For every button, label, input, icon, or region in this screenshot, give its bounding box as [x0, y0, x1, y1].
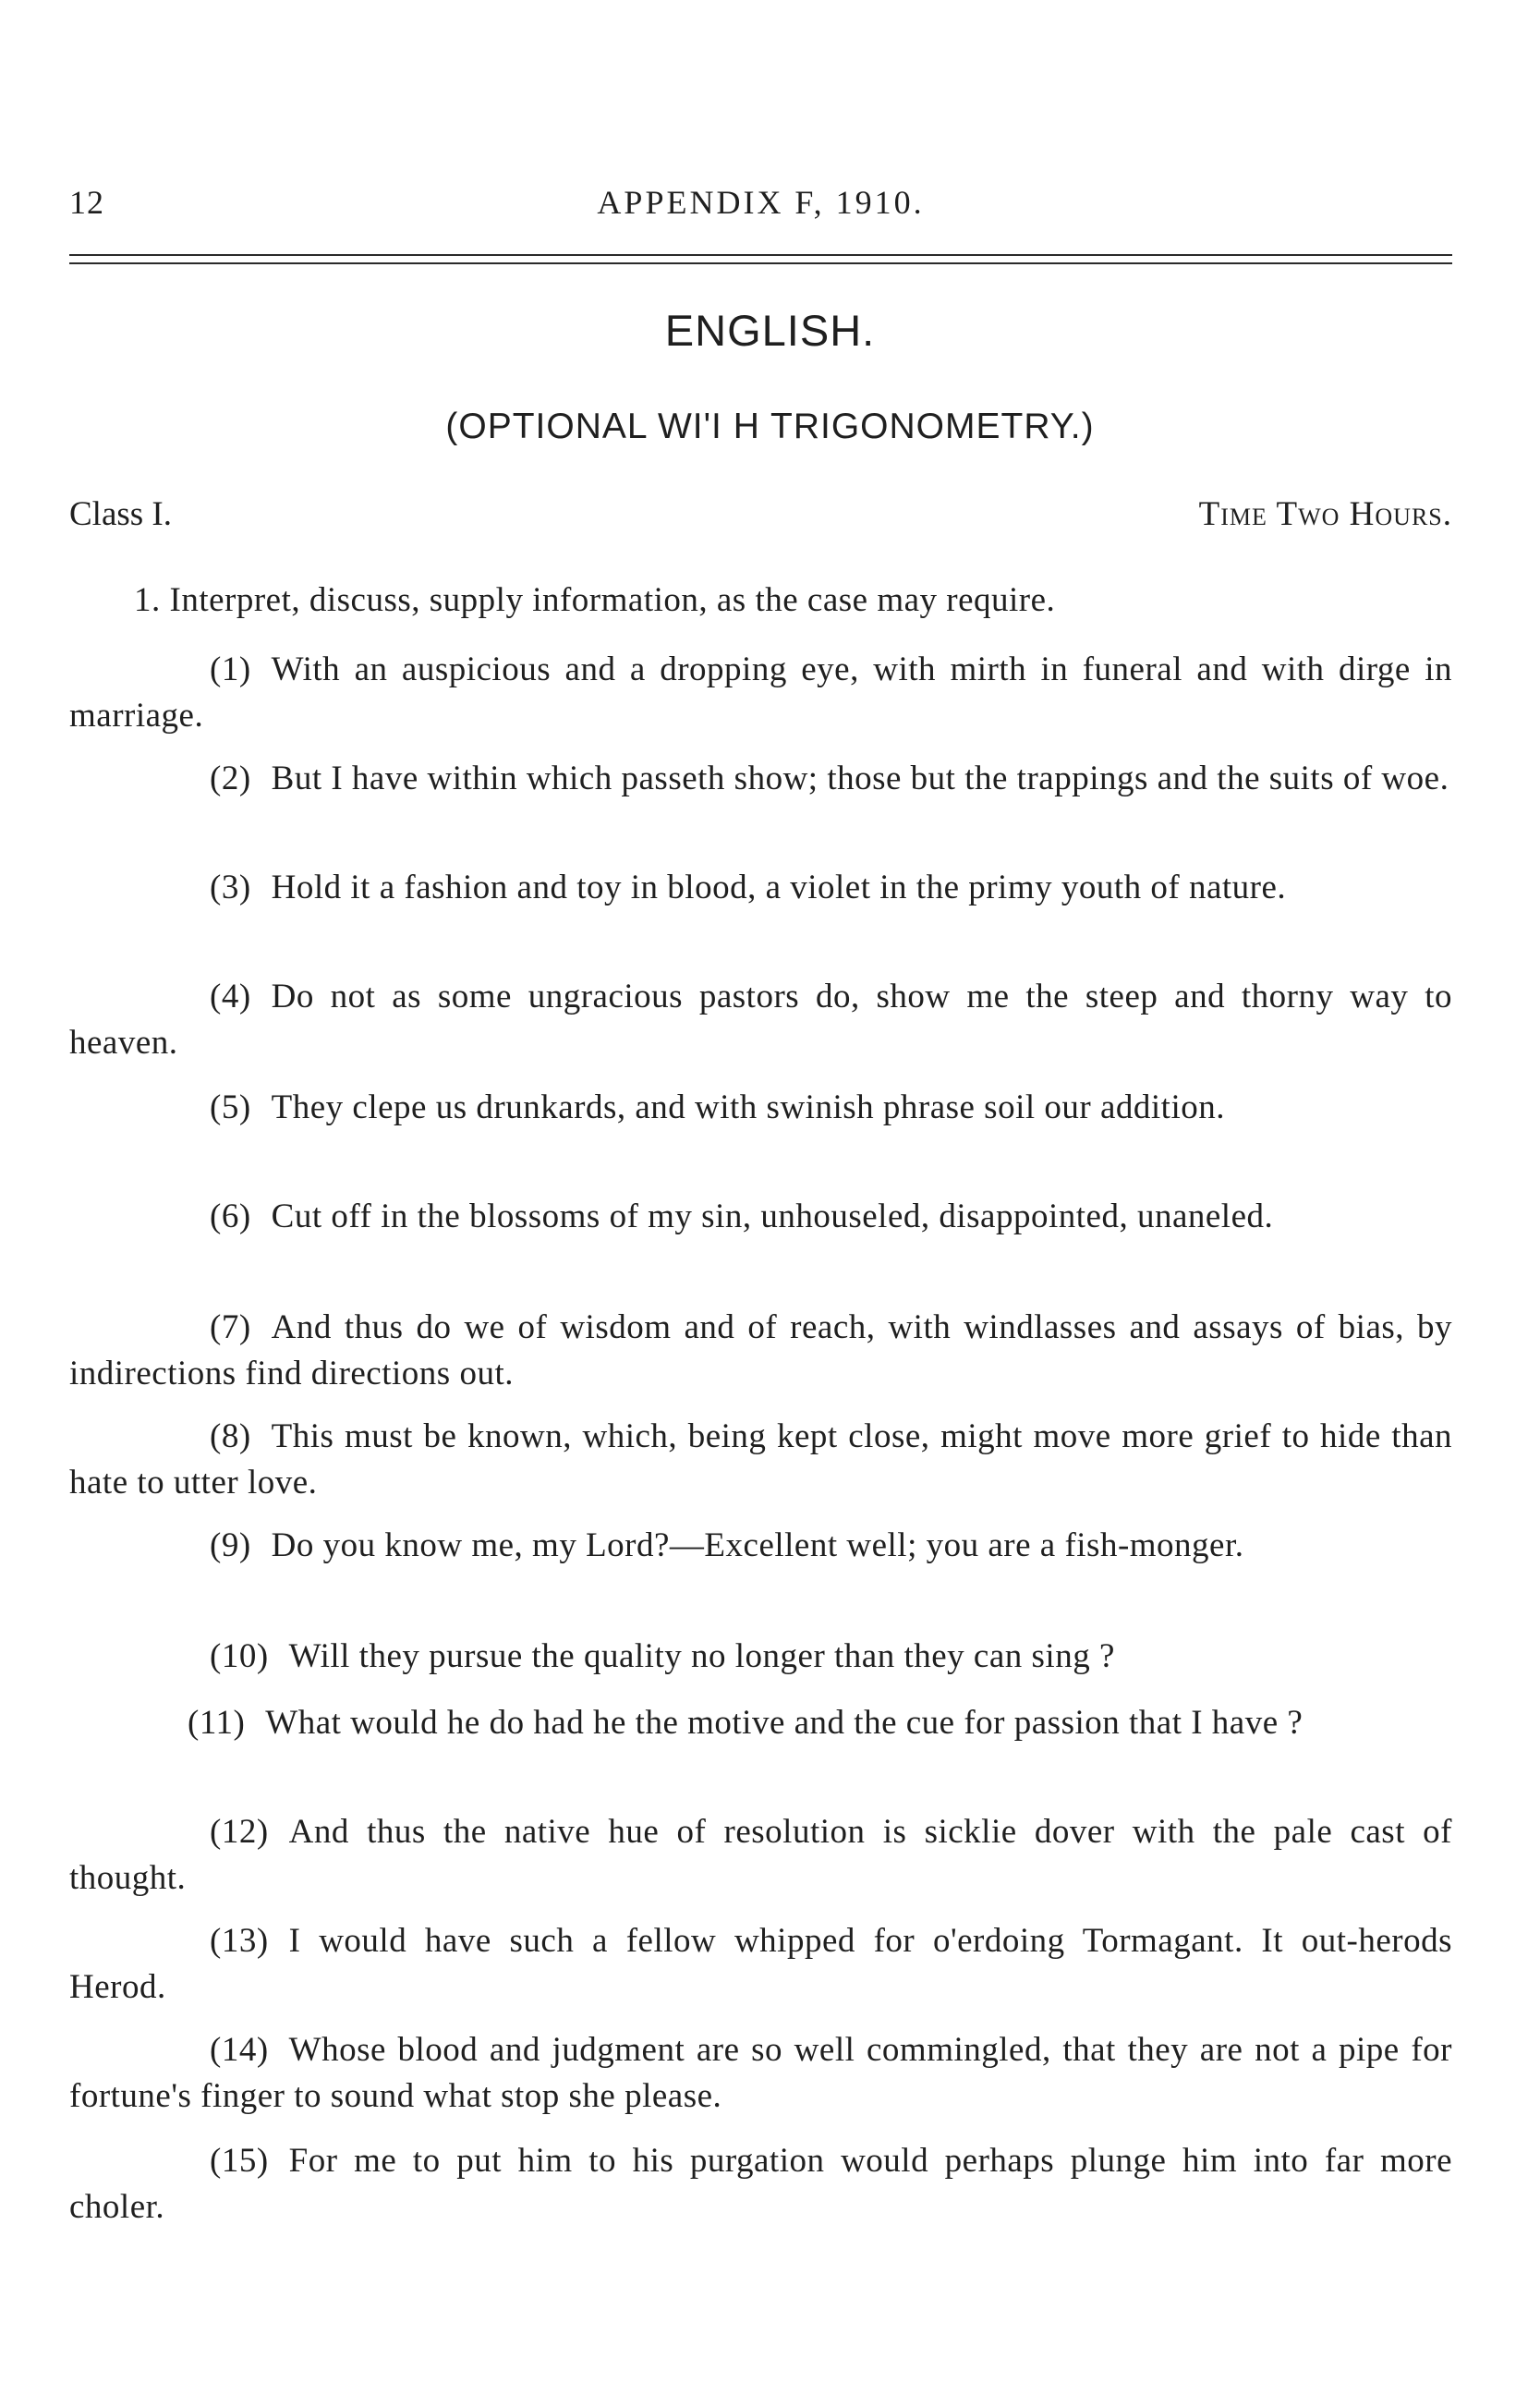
passage-text: With an auspicious and a dropping eye, with mirth in funeral and with dirge in marriage. — [69, 650, 1452, 735]
passage-item — [69, 647, 1452, 739]
passage-item — [69, 1634, 1452, 1680]
passage-number: (5) — [210, 1088, 251, 1126]
passage-text: Whose blood and judgment are so well commingled, that they are not a pipe for fortune's finger to sound what stop she please. — [69, 2031, 1452, 2115]
passage-item — [69, 1809, 1452, 1902]
subject-heading: ENGLISH. — [664, 306, 876, 355]
passage-number: (7) — [210, 1308, 251, 1346]
question-text: Interpret, discuss, supply information, as the case may require. — [169, 581, 1056, 619]
time-label: Time Two Hours. — [1198, 495, 1452, 533]
passage-number: (9) — [210, 1526, 251, 1564]
passage-number: (6) — [210, 1197, 251, 1235]
double-rule-divider — [69, 254, 1452, 256]
passage-item — [69, 1700, 1452, 1746]
question-number: 1. — [134, 581, 161, 619]
passage-text: Do you know me, my Lord?—Excellent well; you are a fish-monger. — [271, 1526, 1244, 1564]
passage-item — [69, 1194, 1452, 1240]
passage-text: They clepe us drunkards, and with swinish phrase soil our addition. — [271, 1088, 1225, 1126]
passage-text: But I have within which passeth show; those but the trappings and the suits of woe. — [271, 760, 1449, 797]
passage-number: (2) — [210, 760, 251, 797]
passage-item — [69, 1414, 1452, 1506]
passage-number: (12) — [210, 1813, 269, 1851]
passage-number: (4) — [210, 978, 251, 1015]
passage-number: (15) — [210, 2142, 269, 2180]
passage-number: (11) — [188, 1704, 246, 1742]
passage-text: For me to put him to his purgation would perhaps plunge him into far more choler. — [69, 2142, 1452, 2226]
passage-item — [69, 1305, 1452, 1397]
optional-note: (OPTIONAL WI'I H TRIGONOMETRY.) — [445, 407, 1095, 446]
passage-item — [69, 865, 1452, 911]
passage-item — [69, 1918, 1452, 2011]
passage-item — [69, 1085, 1452, 1131]
passage-number: (3) — [210, 869, 251, 906]
passage-item — [69, 974, 1452, 1066]
passage-number: (13) — [210, 1922, 269, 1960]
passage-item — [69, 2027, 1452, 2120]
passage-text: This must be known, which, being kept close, might move more grief to hide than hate to utter love. — [69, 1417, 1452, 1501]
passage-number: (14) — [210, 2031, 269, 2069]
passage-item — [69, 1523, 1452, 1569]
running-head — [69, 183, 1452, 229]
running-title: APPENDIX F, 1910. — [597, 184, 925, 221]
question-instruction — [69, 580, 1452, 620]
class-label: Class I. — [69, 495, 172, 533]
page-number: 12 — [69, 184, 104, 221]
passage-item — [69, 2138, 1452, 2231]
passage-text: Do not as some ungracious pastors do, show me the steep and thorny way to heaven. — [69, 978, 1452, 1062]
passage-text: And thus do we of wisdom and of reach, with windlasses and assays of bias, by indirections find directions out. — [69, 1308, 1452, 1392]
passage-text: Will they pursue the quality no longer than they can sing ? — [288, 1637, 1115, 1675]
passage-text: And thus the native hue of resolution is sicklie dover with the pale cast of thought. — [69, 1813, 1452, 1897]
class-time-line — [69, 494, 1452, 541]
passage-number: (8) — [210, 1417, 251, 1455]
passage-text: I would have such a fellow whipped for o'erdoing Tormagant. It out-herods Herod. — [69, 1922, 1452, 2006]
passage-text: What would he do had he the motive and the cue for passion that I have ? — [265, 1704, 1304, 1742]
passage-number: (10) — [210, 1637, 269, 1675]
passage-text: Cut off in the blossoms of my sin, unhouseled, disappointed, unaneled. — [271, 1197, 1274, 1235]
passage-text: Hold it a fashion and toy in blood, a violet in the primy youth of nature. — [271, 869, 1287, 906]
passage-item — [69, 756, 1452, 802]
passage-number: (1) — [210, 650, 251, 688]
